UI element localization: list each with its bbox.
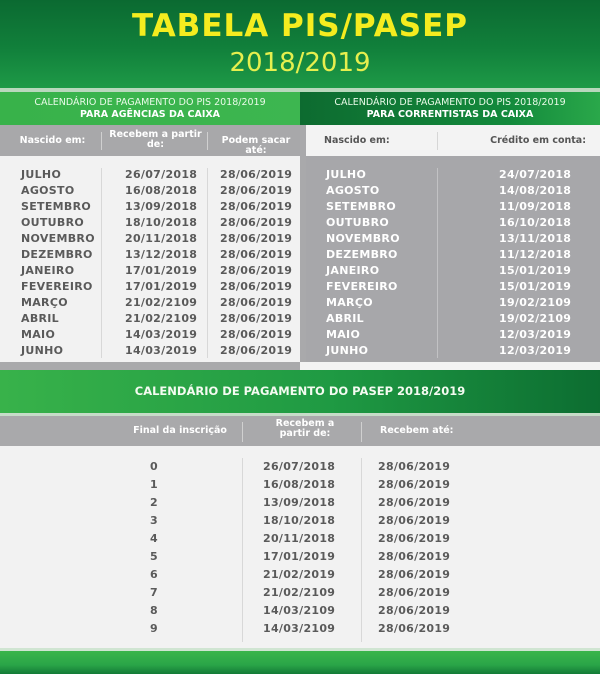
start-date-cell: 18/10/2018 [263,514,336,527]
end-date-cell: 28/06/2019 [220,344,293,357]
end-date-cell: 28/06/2019 [378,532,451,545]
final-digit-cell: 2 [150,496,158,509]
month-cell: FEVEREIRO [21,280,93,293]
end-date-cell: 28/06/2019 [220,280,293,293]
month-cell: MARÇO [21,296,68,309]
end-date-cell: 28/06/2019 [378,460,451,473]
final-digit-cell: 7 [150,586,158,599]
month-cell: JANEIRO [21,264,75,277]
month-cell: SETEMBRO [326,200,397,213]
month-cell: FEVEREIRO [326,280,398,293]
final-digit-cell: 0 [150,460,158,473]
credit-date-cell: 16/10/2018 [499,216,572,229]
start-date-cell: 17/01/2019 [125,264,198,277]
end-date-cell: 28/06/2019 [220,248,293,261]
month-cell: ABRIL [326,312,364,325]
credit-date-cell: 11/09/2018 [499,200,572,213]
end-date-cell: 28/06/2019 [220,232,293,245]
credit-date-cell: 12/03/2019 [499,328,572,341]
start-date-cell: 26/07/2018 [125,168,198,181]
start-date-cell: 21/02/2109 [125,296,198,309]
final-digit-cell: 5 [150,550,158,563]
month-cell: ABRIL [21,312,59,325]
col-header-recebem-ate: Recebem até: [380,425,454,436]
month-cell: DEZEMBRO [326,248,398,261]
end-date-cell: 28/06/2019 [220,312,293,325]
month-cell: JANEIRO [326,264,380,277]
final-digit-cell: 6 [150,568,158,581]
final-digit-cell: 3 [150,514,158,527]
pasep-title: CALENDÁRIO DE PAGAMENTO DO PASEP 2018/2019 [0,370,600,413]
col-header-recebem-partir: Recebem a partir de: [275,418,335,439]
pis-correntistas-table [306,156,600,364]
month-cell: NOVEMBRO [326,232,400,245]
footer-bar [0,651,600,674]
start-date-cell: 20/11/2018 [263,532,336,545]
credit-date-cell: 19/02/2109 [499,296,572,309]
pis-agencias-title-line2: PARA AGÊNCIAS DA CAIXA [79,109,221,120]
pis-agencias-title [0,92,300,125]
col-header-nascido: Nascido em: [324,135,390,146]
start-date-cell: 18/10/2018 [125,216,198,229]
pis-agencias-title-line1: CALENDÁRIO DE PAGAMENTO DO PIS 2018/2019 [34,97,266,108]
center-divider-strip [300,125,306,364]
end-date-cell: 28/06/2019 [220,168,293,181]
credit-date-cell: 14/08/2018 [499,184,572,197]
month-cell: AGOSTO [326,184,380,197]
column-divider [242,458,243,642]
end-date-cell: 28/06/2019 [378,478,451,491]
start-date-cell: 21/02/2109 [263,586,336,599]
pis-correntistas-header-row [306,125,600,156]
col-header-nascido: Nascido em: [19,135,86,146]
month-cell: SETEMBRO [21,200,92,213]
column-divider [207,132,208,150]
end-date-cell: 28/06/2019 [220,296,293,309]
credit-date-cell: 15/01/2019 [499,264,572,277]
month-cell: MAIO [21,328,56,341]
column-divider [361,458,362,642]
month-cell: JUNHO [326,344,369,357]
end-date-cell: 28/06/2019 [378,550,451,563]
start-date-cell: 16/08/2018 [125,184,198,197]
end-date-cell: 28/06/2019 [220,216,293,229]
divider [300,362,600,370]
month-cell: MARÇO [326,296,373,309]
column-divider [101,168,102,358]
credit-date-cell: 15/01/2019 [499,280,572,293]
end-date-cell: 28/06/2019 [220,264,293,277]
final-digit-cell: 4 [150,532,158,545]
start-date-cell: 14/03/2019 [125,328,198,341]
end-date-cell: 28/06/2019 [378,586,451,599]
start-date-cell: 17/01/2019 [125,280,198,293]
pis-correntistas-title-line2: PARA CORRENTISTAS DA CAIXA [366,109,534,120]
start-date-cell: 14/03/2019 [125,344,198,357]
month-cell: JULHO [326,168,367,181]
start-date-cell: 13/09/2018 [125,200,198,213]
month-cell: OUTUBRO [326,216,390,229]
end-date-cell: 28/06/2019 [378,604,451,617]
column-divider [361,422,362,442]
month-cell: JUNHO [21,344,64,357]
end-date-cell: 28/06/2019 [378,514,451,527]
credit-date-cell: 12/03/2019 [499,344,572,357]
start-date-cell: 14/03/2109 [263,622,336,635]
end-date-cell: 28/06/2019 [378,496,451,509]
end-date-cell: 28/06/2019 [220,184,293,197]
col-header-recebem: Recebem a partir de: [109,129,202,150]
start-date-cell: 13/12/2018 [125,248,198,261]
pasep-table [0,446,600,650]
column-divider [437,168,438,358]
column-divider [242,422,243,442]
end-date-cell: 28/06/2019 [378,622,451,635]
month-cell: JULHO [21,168,62,181]
month-cell: OUTUBRO [21,216,85,229]
end-date-cell: 28/06/2019 [220,200,293,213]
column-divider [101,132,102,150]
column-divider [437,132,438,150]
start-date-cell: 16/08/2018 [263,478,336,491]
final-digit-cell: 9 [150,622,158,635]
start-date-cell: 26/07/2018 [263,460,336,473]
final-digit-cell: 1 [150,478,158,491]
column-divider [207,168,208,358]
col-header-credito: Crédito em conta: [490,135,586,146]
end-date-cell: 28/06/2019 [220,328,293,341]
pasep-header-row [0,416,600,446]
month-cell: AGOSTO [21,184,75,197]
start-date-cell: 21/02/2109 [125,312,198,325]
credit-date-cell: 13/11/2018 [499,232,572,245]
start-date-cell: 21/02/2019 [263,568,336,581]
top-header [0,0,600,88]
final-digit-cell: 8 [150,604,158,617]
end-date-cell: 28/06/2019 [378,568,451,581]
page-subtitle: 2018/2019 [229,48,371,78]
start-date-cell: 13/09/2018 [263,496,336,509]
divider [0,362,300,370]
pis-correntistas-title-line1: CALENDÁRIO DE PAGAMENTO DO PIS 2018/2019 [334,97,566,108]
credit-date-cell: 11/12/2018 [499,248,572,261]
credit-date-cell: 24/07/2018 [499,168,572,181]
page-title: TABELA PIS/PASEP [131,8,469,44]
col-header-sacar: Podem sacar até: [221,135,291,156]
pis-correntistas-title [300,92,600,125]
credit-date-cell: 19/02/2109 [499,312,572,325]
start-date-cell: 14/03/2109 [263,604,336,617]
pis-agencias-header-row [0,125,306,156]
col-header-final: Final da inscrição [133,425,227,436]
pis-agencias-table [0,156,306,364]
month-cell: NOVEMBRO [21,232,95,245]
start-date-cell: 17/01/2019 [263,550,336,563]
start-date-cell: 20/11/2018 [125,232,198,245]
month-cell: DEZEMBRO [21,248,93,261]
month-cell: MAIO [326,328,361,341]
